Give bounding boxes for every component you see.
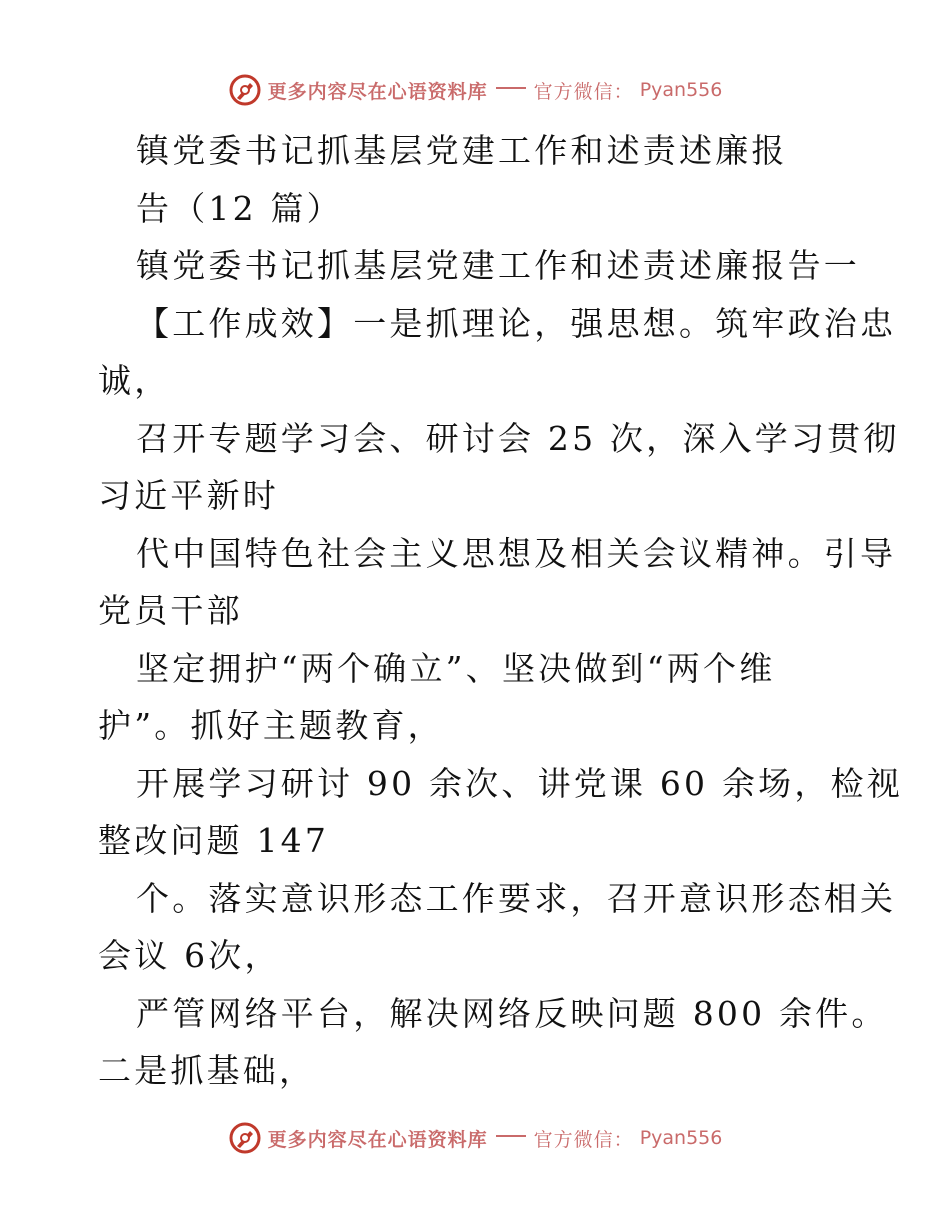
- text-line: 告（12 篇）: [136, 188, 343, 228]
- text-line: 党员干部: [98, 591, 243, 630]
- text-line: 开展学习研讨 90 余次、讲党课 60 余场，检视: [136, 763, 903, 803]
- watermark-wechat-id: Pyan556: [639, 1127, 723, 1149]
- watermark-wechat-label: 官方微信：: [533, 80, 634, 103]
- watermark-dash: [496, 1135, 526, 1137]
- text-line: 坚定拥护“两个确立”、坚决做到“两个维: [136, 648, 776, 688]
- text-line: 镇党委书记抓基层党建工作和述责述廉报: [136, 131, 788, 170]
- text-line: 护”。抓好主题教育，: [98, 706, 444, 745]
- footer-watermark: [0, 1118, 950, 1158]
- watermark-wechat-id: Pyan556: [639, 79, 723, 101]
- text-line: 习近平新时: [98, 476, 279, 515]
- text-line: 二是抓基础，: [98, 1051, 316, 1090]
- text-line: 召开专题学习会、研讨会 25 次，深入学习贯彻: [136, 418, 900, 458]
- pen-logo-icon: [228, 1121, 262, 1155]
- watermark-dash: [496, 87, 526, 89]
- text-line: 代中国特色社会主义思想及相关会议精神。引导: [136, 533, 897, 573]
- document-body: [98, 122, 903, 1100]
- text-line: 严管网络平台，解决网络反映问题 800 余件。: [136, 993, 888, 1033]
- pen-logo-icon: [228, 73, 262, 107]
- text-line: 诚，: [98, 361, 171, 400]
- text-line: 镇党委书记抓基层党建工作和述责述廉报告一: [136, 246, 860, 285]
- text-line: 会议 6次，: [98, 936, 281, 975]
- text-line: 【工作成效】一是抓理论，强思想。筑牢政治忠: [136, 303, 897, 343]
- text-line: 个。落实意识形态工作要求，召开意识形态相关: [136, 878, 897, 918]
- watermark-text: 更多内容尽在心语资料库: [267, 80, 488, 103]
- text-line: 整改问题 147: [98, 821, 330, 860]
- watermark-text: 更多内容尽在心语资料库: [267, 1128, 488, 1151]
- header-watermark: [0, 70, 950, 110]
- watermark-wechat-label: 官方微信：: [533, 1128, 634, 1151]
